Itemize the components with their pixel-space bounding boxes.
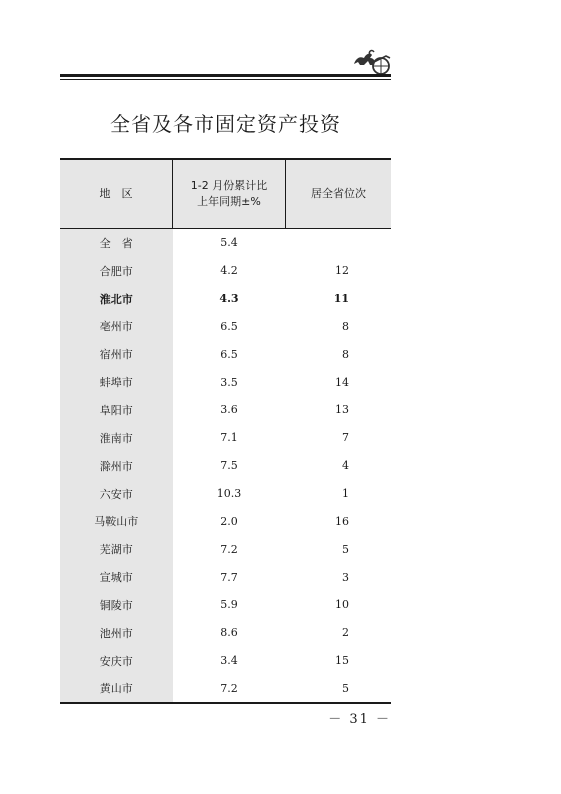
value-cell: 7.5 [220,459,238,473]
header-growth: 1-2 月份累计比 上年同期±% [173,159,286,229]
header-rank: 居全省位次 [286,159,392,229]
table-row [60,424,391,452]
value-cell: 2.0 [220,514,238,528]
rank-cell: 12 [335,264,349,278]
region-cell: 合肥市 [60,257,173,285]
value-cell: 8.6 [220,626,238,640]
table-row [60,285,391,313]
region-cell: 滁州市 [60,452,173,480]
region-cell: 铜陵市 [60,591,173,619]
rank-cell: 2 [342,626,349,640]
value-cell: 7.2 [220,542,238,556]
value-cell: 4.3 [219,292,239,306]
region-cell: 亳州市 [60,313,173,341]
table-row [60,647,391,675]
value-cell: 6.5 [220,347,238,361]
rank-cell: 11 [333,292,349,306]
table-row [60,507,391,535]
header-rule-thin [60,79,391,80]
value-cell: 7.1 [220,431,238,445]
value-cell: 5.9 [220,598,238,612]
value-cell: 7.7 [220,570,238,584]
rank-cell: 5 [342,542,349,556]
region-cell: 阜阳市 [60,396,173,424]
table-row [60,563,391,591]
rank-cell: 4 [342,459,349,473]
value-cell: 3.6 [220,403,238,417]
table-row [60,257,391,285]
table-row [60,313,391,341]
investment-table [60,158,391,704]
rank-cell: 15 [335,654,349,668]
region-cell: 马鞍山市 [60,507,173,535]
page-number: － 31 － [328,712,391,727]
table-row [60,535,391,563]
table-row [60,452,391,480]
value-cell: 3.4 [220,654,238,668]
rank-cell: 16 [335,514,349,528]
region-cell: 池州市 [60,619,173,647]
region-cell: 安庆市 [60,647,173,675]
region-cell: 芜湖市 [60,535,173,563]
value-cell: 3.5 [220,375,238,389]
table-row [60,591,391,619]
region-cell: 蚌埠市 [60,368,173,396]
rank-cell: 13 [335,403,349,417]
value-cell: 5.4 [220,236,238,250]
region-cell: 黄山市 [60,675,173,704]
header-region: 地 区 [60,159,173,229]
table-row [60,368,391,396]
region-cell: 全 省 [60,229,173,257]
rank-cell: 10 [335,598,349,612]
table-row [60,675,391,704]
rank-cell [286,229,392,257]
table-row [60,229,391,257]
table-row [60,480,391,508]
rank-cell: 7 [342,431,349,445]
region-cell: 淮南市 [60,424,173,452]
table-row [60,340,391,368]
value-cell: 6.5 [220,319,238,333]
rank-cell: 5 [286,675,392,704]
region-cell: 六安市 [60,480,173,508]
value-cell: 10.3 [216,487,242,501]
table-header-row [60,159,391,229]
region-cell: 宣城市 [60,563,173,591]
value-cell: 4.2 [220,264,238,278]
region-cell: 宿州市 [60,340,173,368]
rank-cell: 8 [342,347,349,361]
page-title: 全省及各市固定资产投资 [110,112,341,136]
table-row [60,619,391,647]
rank-cell: 3 [342,570,349,584]
region-cell: 淮北市 [60,285,173,313]
header-rule [60,74,391,77]
table-row [60,396,391,424]
rank-cell: 8 [342,319,349,333]
rank-cell: 14 [335,375,349,389]
horse-chariot-icon [350,46,392,76]
rank-cell: 1 [342,487,349,501]
value-cell: 7.2 [173,675,286,704]
